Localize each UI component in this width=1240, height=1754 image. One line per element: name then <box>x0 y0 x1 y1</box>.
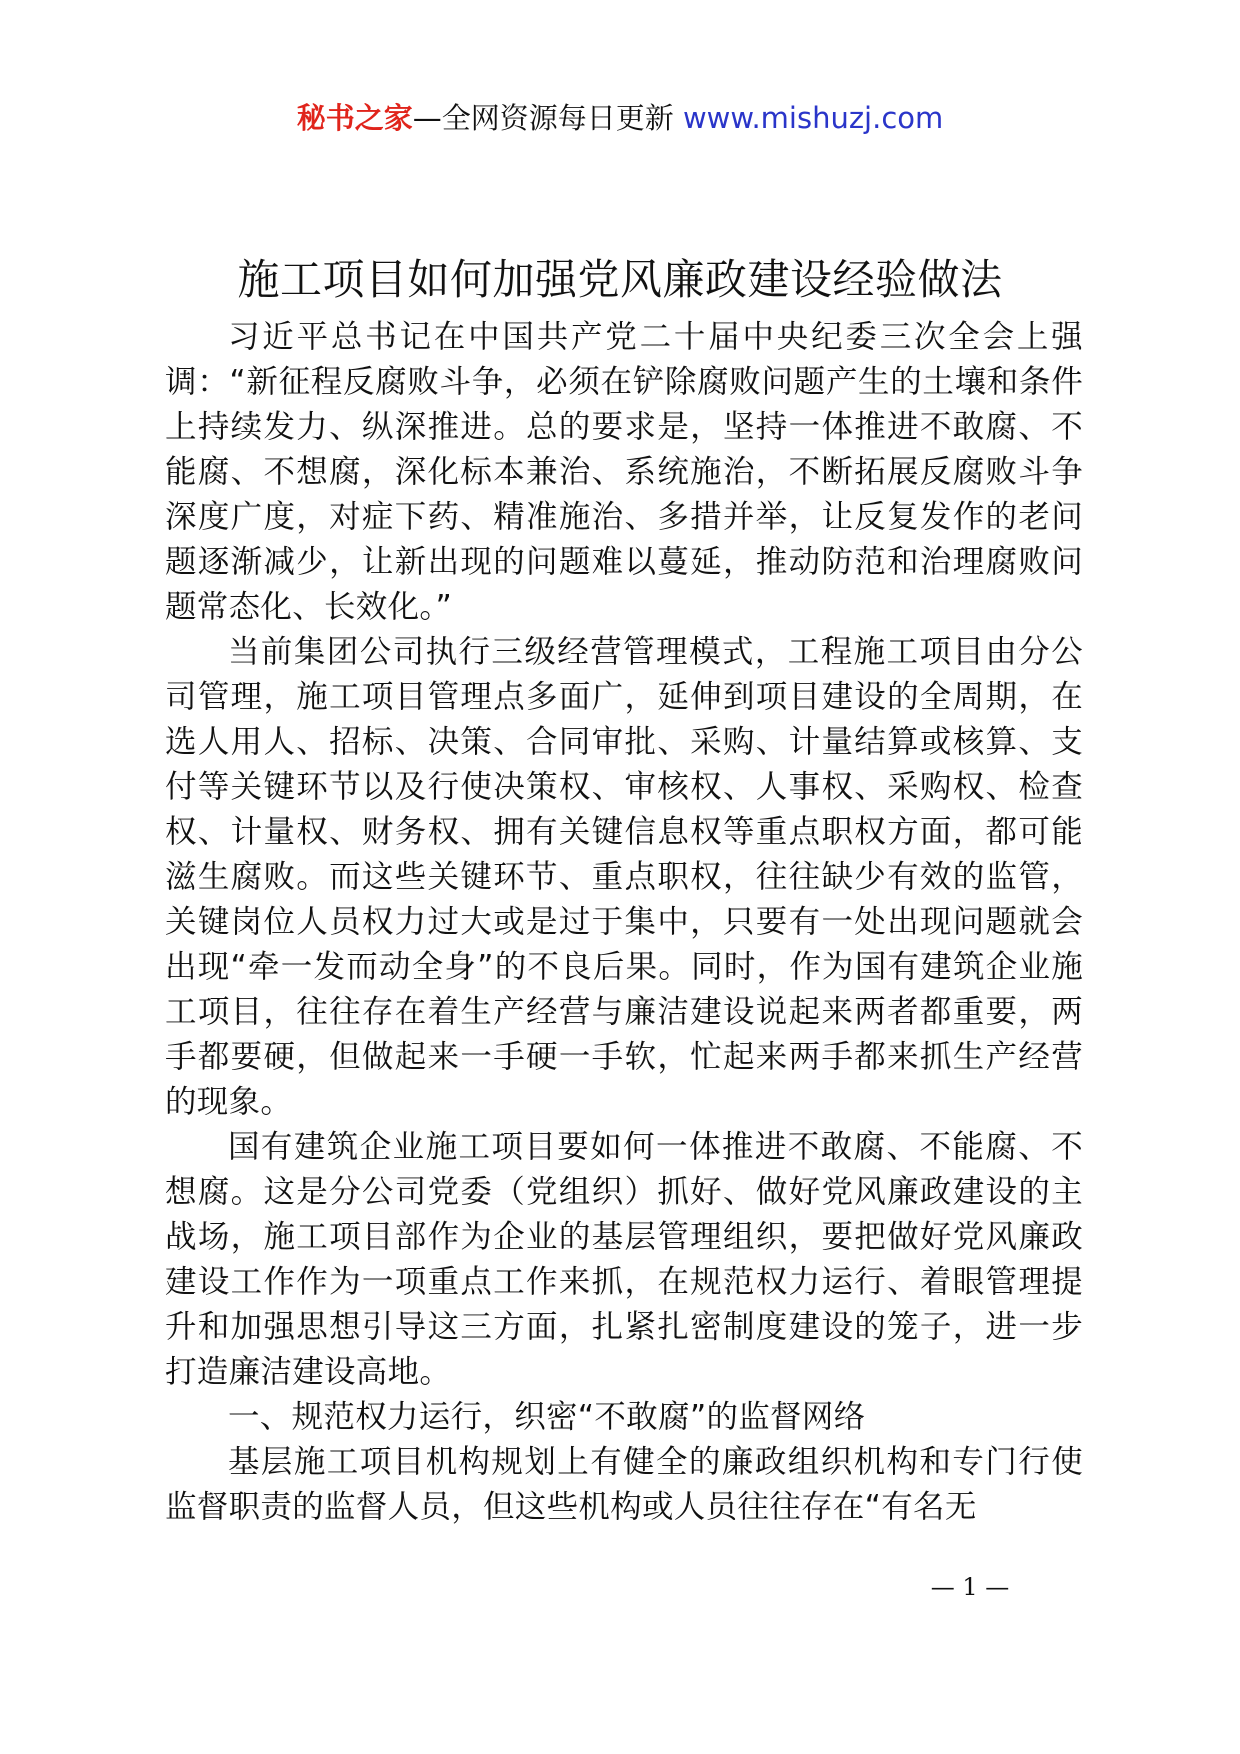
document-body <box>165 315 1083 1530</box>
site-brand: 秘书之家 <box>296 101 413 135</box>
page-number: — 1 — <box>930 1573 1010 1601</box>
body-paragraph-3: 国有建筑企业施工项目要如何一体推进不敢腐、不能腐、不想腐。这是分公司党委（党组织）抓好、做好党风廉政建设的主战场，施工项目部作为企业的基层管理组织，要把做好党风廉政建设工作作为一项重点工作来抓，在规范权力运行、着眼管理提升和加强思想引导这三方面，扎紧扎密制度建设的笼子，进一步打造廉洁建设高地。 <box>165 1129 1083 1390</box>
site-banner <box>0 98 1240 138</box>
section-1-paragraph-1: 基层施工项目机构规划上有健全的廉政组织机构和专门行使监督职责的监督人员，但这些机构或人员往往存在“有名无 <box>165 1444 1083 1525</box>
site-tagline: —全网资源每日更新 <box>412 101 683 135</box>
body-paragraph-2: 当前集团公司执行三级经营管理模式，工程施工项目由分公司管理，施工项目管理点多面广，延伸到项目建设的全周期，在选人用人、招标、决策、合同审批、采购、计量结算或核算、支付等关键环节以及行使决策权、审核权、人事权、采购权、检查权、计量权、财务权、拥有关键信息权等重点职权方面，都可能滋生腐败。而这些关键环节、重点职权，往往缺少有效的监管，关键岗位人员权力过大或是过于集中，只要有一处出现问题就会出现“牵一发而动全身”的不良后果。同时，作为国有建筑企业施工项目，往往存在着生产经营与廉洁建设说起来两者都重要，两手都要硬，但做起来一手硬一手软，忙起来两手都来抓生产经营的现象。 <box>165 634 1083 1120</box>
document-title: 施工项目如何加强党风廉政建设经验做法 <box>237 255 1003 304</box>
site-url-link[interactable]: www.mishuzj.com <box>682 101 944 135</box>
section-heading-1: 一、规范权力运行，织密“不敢腐”的监督网络 <box>228 1399 866 1435</box>
body-paragraph-1: 习近平总书记在中国共产党二十届中央纪委三次全会上强调：“新征程反腐败斗争，必须在铲除腐败问题产生的土壤和条件上持续发力、纵深推进。总的要求是，坚持一体推进不敢腐、不能腐、不想腐，深化标本兼治、系统施治，不断拓展反腐败斗争深度广度，对症下药、精准施治、多措并举，让反复发作的老问题逐渐减少，让新出现的问题难以蔓延，推动防范和治理腐败问题常态化、长效化。” <box>165 319 1083 625</box>
